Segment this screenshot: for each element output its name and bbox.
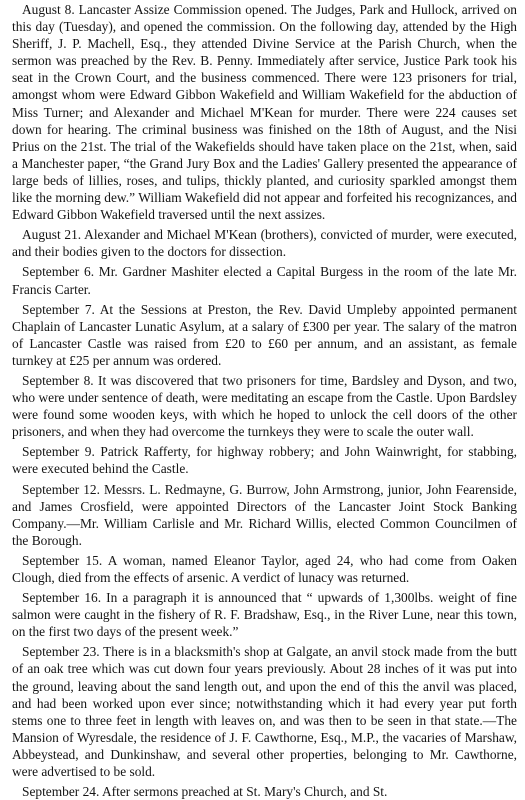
entry-text: In a paragraph it is announced that “ upwards of 1,300lbs. weight of fine salmon were caught in the fishery of R. F. Bradshaw, Esq., in the River Lune, near this town, on the first two days of the present week.” <box>12 590 517 640</box>
entry-text: A woman, named Eleanor Taylor, aged 24, who had come from Oaken Clough, died from the effects of arsenic. A verdict of lunacy was returned. <box>12 552 517 585</box>
entry-text: It was discovered that two prisoners for time, Bardsley and Dyson, and two, who were under sentence of death, were meditating an escape from the Castle. Upon Bardsley were found some wooden keys, with which he hoped to unlock the cell doors of the other prisoners, and when they had overcome the turnkeys they were to scale the outer wall. <box>12 372 517 440</box>
entry-sep-8 <box>12 372 517 440</box>
entry-date: September 15. <box>22 552 103 568</box>
entry-text: Mr. Gardner Mashiter elected a Capital Burgess in the room of the late Mr. Francis Carter. <box>12 264 517 297</box>
entry-date: August 21. <box>22 227 82 243</box>
entry-date: September 16. <box>22 590 102 606</box>
entry-text: Alexander and Michael M'Kean (brothers), convicted of murder, were executed, and their bodies given to the doctors for dissection. <box>12 227 518 260</box>
entry-text: Lancaster Assize Commission opened. The Judges, Park and Hullock, arrived on this day (Tuesday), and opened the commission. On the following day, attended by the High Sheriff, J. P. Machell, Esq., they attended Divine Service at the Parish Church, when the sermon was preached by the Rev. B. Penny. Immediately after service, Justice Park took his seat in the Crown Court, and the business commenced. There were 123 prisoners for trial, amongst whom were Edward Gibbon Wakefield and William Wakefield for the abduction of Miss Turner; and Alexander and Michael M'Kean for murder. There were 224 causes set down for hearing. The criminal business was finished on the 18th of August, and the Nisi Prius on the 21st. The trial of the Wakefields should have taken place on the 21st, when, said a Manchester paper, “the Grand Jury Box and the Ladies' Gallery presented the appearance of large beds of lillies, roses, and tulips, thickly planted, and curiosity sparkled amongst them like the morning dew.” William Wakefield did not appear and forfeited his recognizances, and Edward Gibbon Wakefield traversed until the next assizes. <box>12 2 517 223</box>
entry-date: September 9. <box>22 444 95 460</box>
entry-date: September 8. <box>22 372 94 388</box>
entry-text: Patrick Rafferty, for highway robbery; and John Wainwright, for stabbing, were executed behind the Castle. <box>12 444 517 477</box>
entry-date: September 7. <box>22 301 95 317</box>
entry-sep-7 <box>12 301 517 369</box>
entry-text: There is in a blacksmith's shop at Galgate, an anvil stock made from the butt of an oak tree which was cut down four years previously. About 28 inches of it was put into the ground, leaving about the sand length out, and upon the end of this the anvil was placed, and had been worked upon ever since; notwithstanding which it had every year put forth stems one to three feet in length with leaves on, and was then to be seen in that state.—The Mansion of Wyresdale, the residence of J. F. Cawthorne, Esq., M.P., the vacaries of Marshaw, Abbeystead, and Dunkinshaw, and several other properties, belonging to Mr. Cawthorne, were advertised to be sold. <box>12 644 518 780</box>
entry-date: September 23. <box>22 644 100 660</box>
entry-sep-23 <box>12 643 517 780</box>
entry-sep-6 <box>12 263 517 297</box>
entry-aug-8 <box>12 1 517 223</box>
entry-sep-16 <box>12 589 517 640</box>
entry-text: After sermons preached at St. Mary's Church, and St. <box>101 784 388 800</box>
entry-sep-15 <box>12 552 517 586</box>
entry-aug-21 <box>12 226 517 260</box>
entry-date: September 6. <box>22 264 95 280</box>
entry-date: August 8. <box>22 2 75 17</box>
entry-sep-24 <box>12 783 517 800</box>
entry-date: September 24. <box>22 784 100 800</box>
entry-sep-12 <box>12 481 517 549</box>
entry-sep-9 <box>12 443 517 477</box>
entry-text: At the Sessions at Preston, the Rev. David Umpleby appointed permanent Chaplain of Lancaster Lunatic Asylum, at a salary of £300 per year. The salary of the matron of Lancaster Castle was raised from £20 to £60 per annum, and an assistant, as female turnkey at £25 per annum was ordered. <box>12 301 518 368</box>
entry-text: Messrs. L. Redmayne, G. Burrow, John Armstrong, junior, John Fearenside, and James Crosfield, were appointed Directors of the Lancaster Joint Stock Banking Company.—Mr. William Carlisle and Mr. Richard Willis, elected Common Councilmen of the Borough. <box>12 481 517 548</box>
entry-date: September 12. <box>22 481 100 497</box>
